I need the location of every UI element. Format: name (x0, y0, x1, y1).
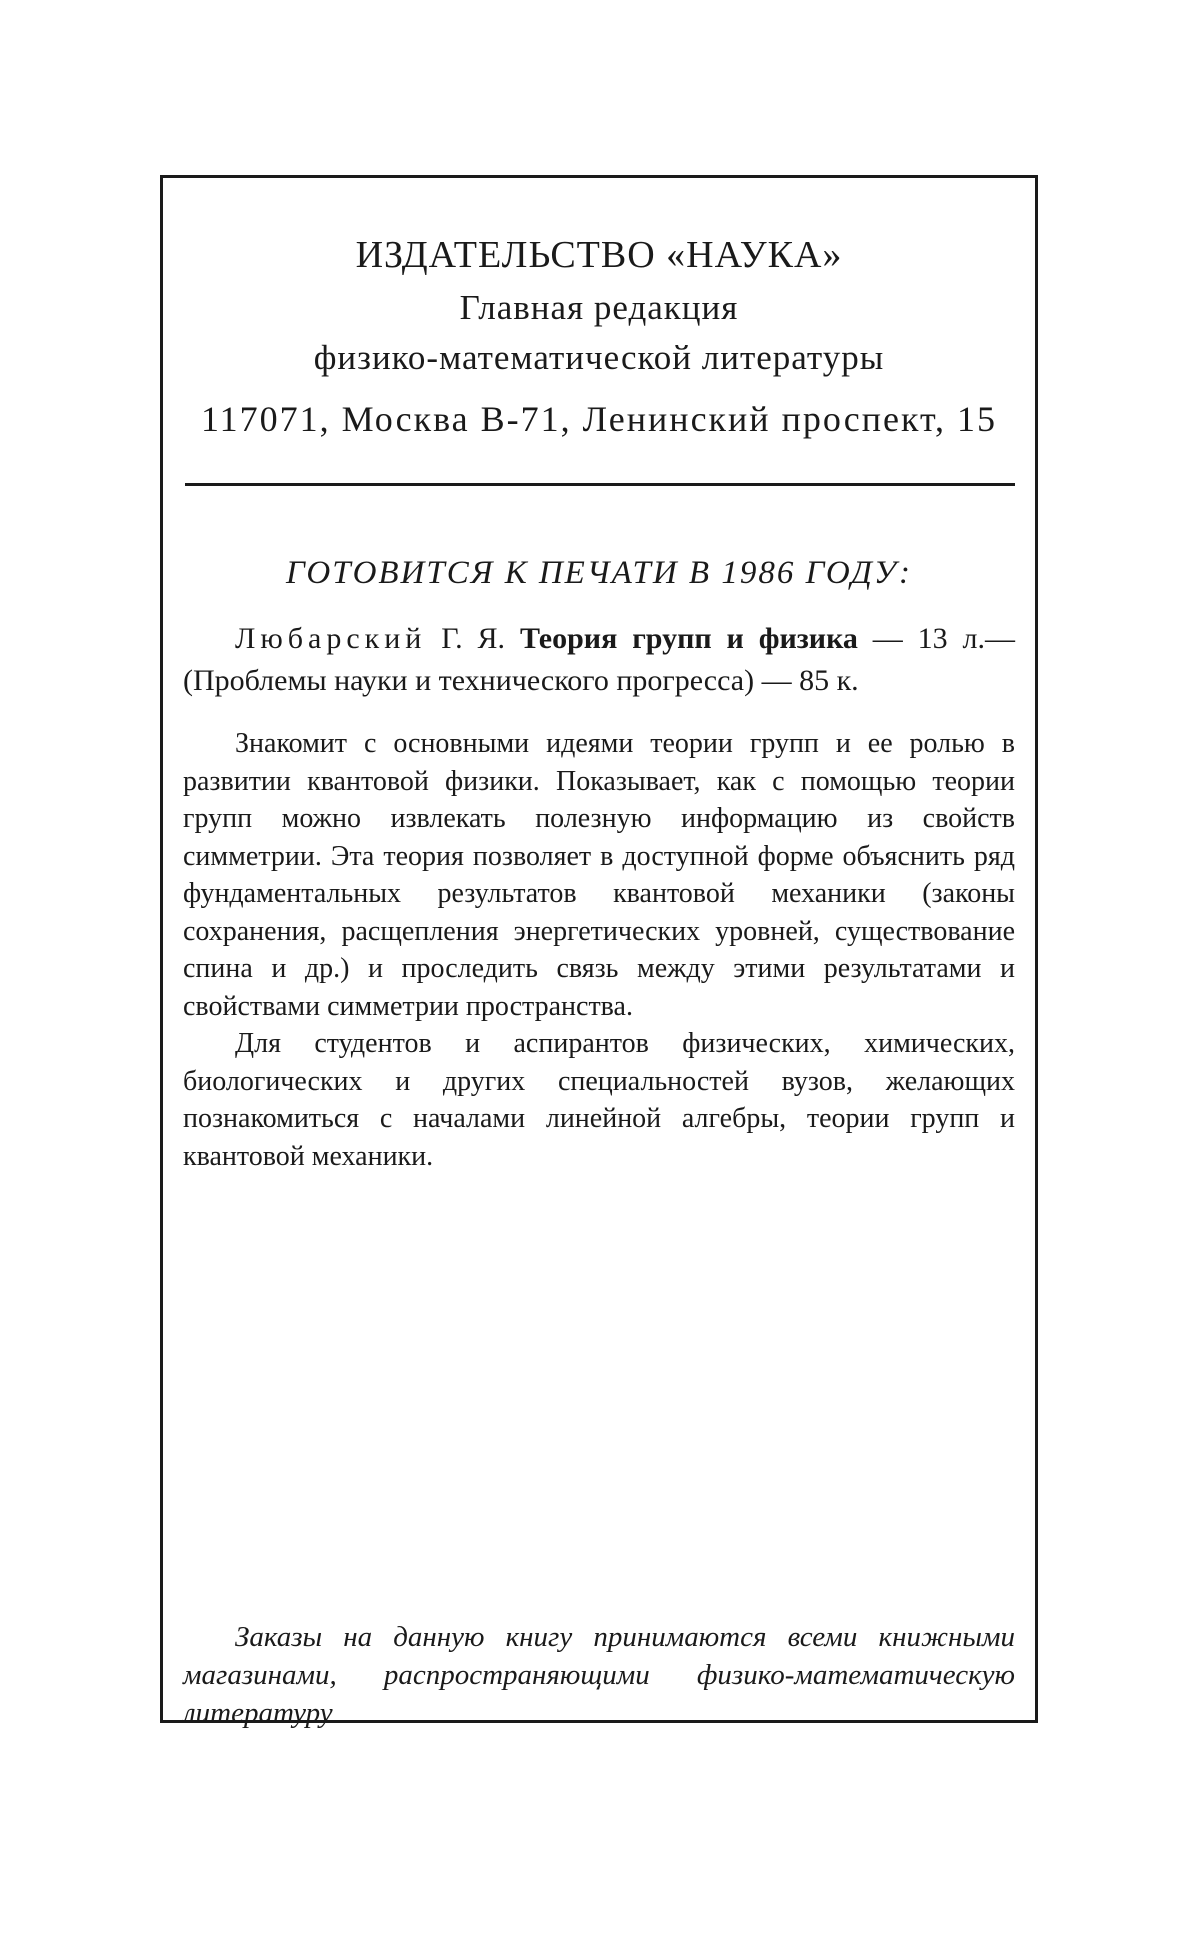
order-note: Заказы на данную книгу принимаются всеми книжными магазинами, распространяющими физико-математическую литературу (183, 1621, 1015, 1729)
book-citation (183, 618, 1015, 702)
publisher-division-line2: физико-математической литературы (313, 338, 885, 377)
publisher-division-line1: Главная редакция (459, 288, 739, 327)
publisher-address: 117071, Москва В-71, Ленинский проспект, 15 (200, 399, 997, 439)
audience-paragraph: Для студентов и аспирантов физических, химических, биологических и других специальностей вузов, желающих познакомиться с началами линейной алгебры, теории групп и квантовой механики. (183, 1028, 1015, 1172)
page-frame (160, 175, 1038, 1729)
book-citation-details: — 13 л.— (Проблемы науки и технического прогресса) — 85 к. (183, 622, 1015, 697)
book-author-initials: Г. Я. (441, 622, 506, 655)
book-title: Теория групп и физика (519, 622, 858, 655)
announcement-heading: ГОТОВИТСЯ К ПЕЧАТИ В 1986 ГОДУ: (286, 555, 912, 591)
abstract-paragraph: Знакомит с основными идеями теории групп и ее ролью в развитии квантовой физики. Показывает, как с помощью теории групп можно извлекать полезную информацию из свойств симметрии. Эта теория позволяет в доступной форме объяснить ряд фундаментальных результатов квантовой механики (законы сохранения, расщепления энергетических уровней, существование спина и др.) и проследить связь между этими результатами и свойствами симметрии пространства. (183, 728, 1015, 1022)
book-author: Любарский (235, 622, 427, 655)
publisher-name: ИЗДАТЕЛЬСТВО «НАУКА» (355, 234, 843, 276)
divider (185, 483, 1015, 486)
book-abstract (183, 725, 1015, 1175)
